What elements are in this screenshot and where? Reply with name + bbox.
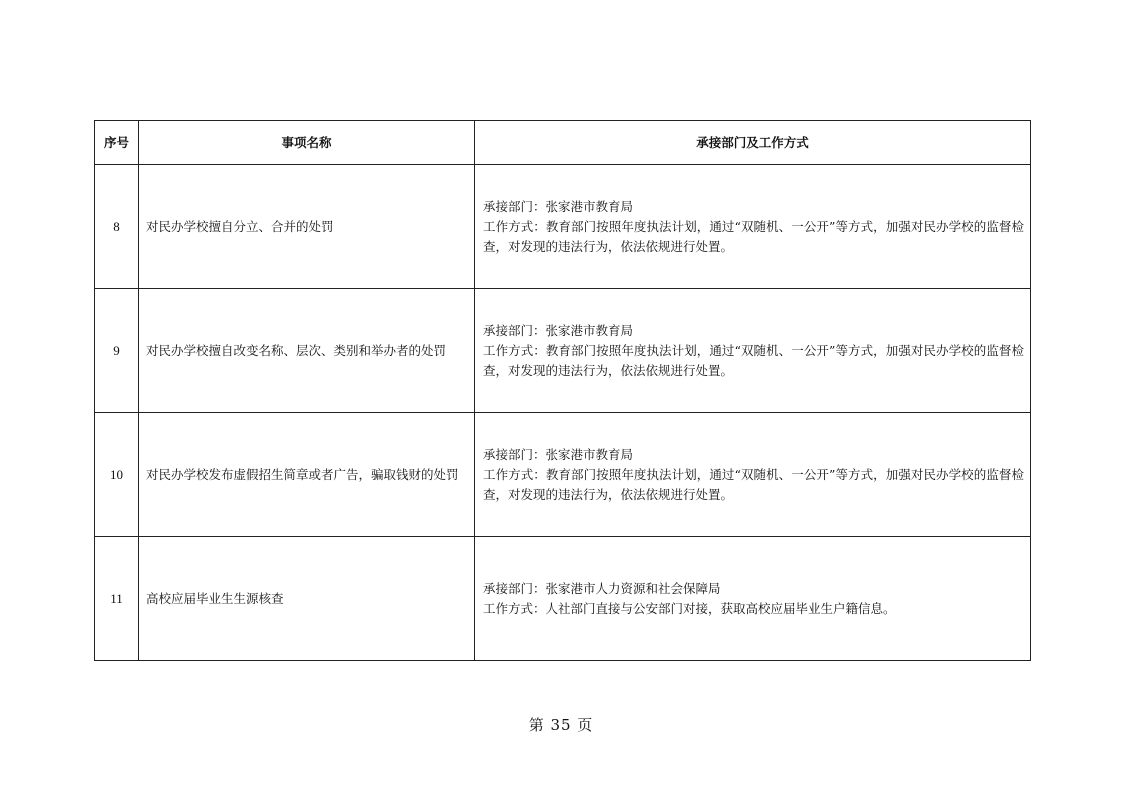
table-row: [95, 537, 1031, 661]
row-seq: 11: [95, 537, 139, 661]
header-seq: 序号: [95, 121, 139, 165]
row-item-name: 对民办学校发布虚假招生简章或者广告，骗取钱财的处罚: [139, 413, 475, 537]
row-seq: 8: [95, 165, 139, 289]
row-item-name: 对民办学校擅自分立、合并的处罚: [139, 165, 475, 289]
row-item-name: 对民办学校擅自改变名称、层次、类别和举办者的处罚: [139, 289, 475, 413]
table-row: [95, 289, 1031, 413]
row-department: 承接部门：张家港市教育局: [483, 322, 634, 338]
table-header-row: [95, 121, 1031, 165]
row-work-method: 工作方式：教育部门按照年度执法计划，通过“双随机、一公开”等方式，加强对民办学校的监督检查，对发现的违法行为，依法依规进行处置。: [483, 218, 1024, 254]
items-table: [94, 120, 1031, 661]
table-row: [95, 413, 1031, 537]
row-department: 承接部门：张家港市教育局: [483, 198, 634, 214]
row-work-method: 工作方式：教育部门按照年度执法计划，通过“双随机、一公开”等方式，加强对民办学校的监督检查，对发现的违法行为，依法依规进行处置。: [483, 466, 1024, 502]
row-item-name: 高校应届毕业生生源核查: [139, 537, 475, 661]
page-number: 第 35 页: [528, 716, 594, 734]
row-department: 承接部门：张家港市人力资源和社会保障局: [483, 580, 721, 596]
row-department-cell: [475, 289, 1031, 413]
row-seq: 10: [95, 413, 139, 537]
table-row: [95, 165, 1031, 289]
header-item-name: 事项名称: [139, 121, 475, 165]
header-department-method: 承接部门及工作方式: [475, 121, 1031, 165]
row-work-method: 工作方式：教育部门按照年度执法计划，通过“双随机、一公开”等方式，加强对民办学校的监督检查，对发现的违法行为，依法依规进行处置。: [483, 342, 1024, 378]
row-department: 承接部门：张家港市教育局: [483, 446, 634, 462]
row-seq: 9: [95, 289, 139, 413]
row-department-cell: [475, 413, 1031, 537]
row-department-cell: [475, 537, 1031, 661]
row-department-cell: [475, 165, 1031, 289]
row-work-method: 工作方式：人社部门直接与公安部门对接，获取高校应届毕业生户籍信息。: [483, 600, 896, 616]
